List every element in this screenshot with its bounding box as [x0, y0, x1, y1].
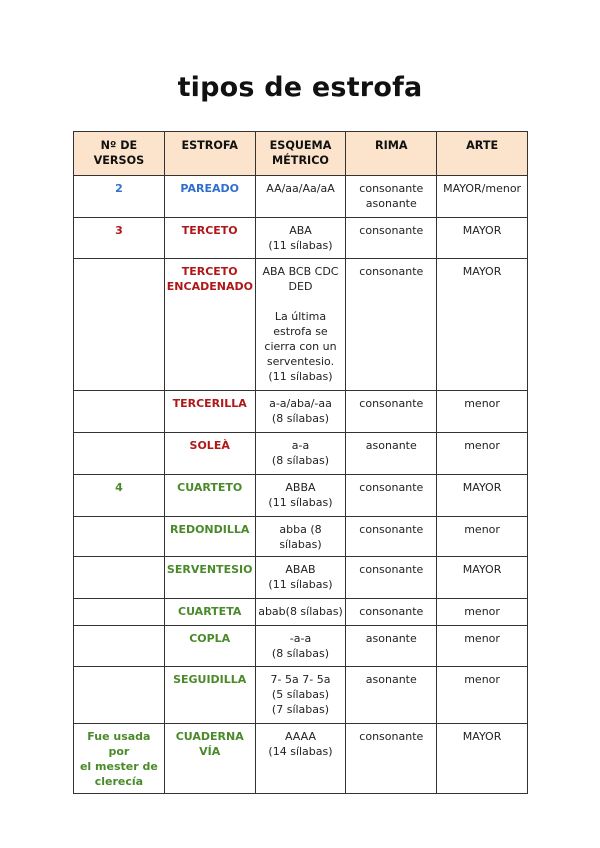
- versos-cell: 4: [115, 481, 123, 494]
- header-esquema: ESQUEMA MÉTRICO: [255, 132, 346, 176]
- rima-cell: consonante: [359, 563, 424, 576]
- table-row: [74, 176, 528, 218]
- arte-cell: MAYOR: [462, 265, 502, 278]
- esquema-cell: abab(8 sílabas): [258, 605, 343, 618]
- estrofa-cell: PAREADO: [180, 182, 239, 195]
- estrofa-cell: SOLEÀ: [189, 439, 230, 452]
- rima-cell: consonante asonante: [359, 182, 424, 210]
- table-row: [74, 433, 528, 475]
- estrofa-table: [73, 131, 528, 794]
- arte-cell: MAYOR: [462, 563, 502, 576]
- esquema-cell: a-a (8 sílabas): [271, 439, 330, 467]
- header-rima: RIMA: [346, 132, 437, 176]
- rima-cell: consonante: [359, 224, 424, 237]
- arte-cell: menor: [464, 605, 500, 618]
- table-row: [74, 599, 528, 626]
- estrofa-cell: TERCERILLA: [172, 397, 247, 410]
- rima-cell: consonante: [359, 523, 424, 536]
- table-row: [74, 259, 528, 391]
- estrofa-cell: CUARTETO: [177, 481, 243, 494]
- esquema-cell: 7- 5a 7- 5a (5 sílabas) (7 sílabas): [270, 673, 331, 716]
- versos-cell: 2: [115, 182, 123, 195]
- rima-cell: asonante: [365, 632, 417, 645]
- esquema-cell: ABAB (11 sílabas): [268, 563, 333, 591]
- rima-cell: consonante: [359, 605, 424, 618]
- estrofa-cell: CUARTETA: [178, 605, 242, 618]
- table-row: [74, 626, 528, 667]
- rima-cell: consonante: [359, 730, 424, 743]
- rima-cell: consonante: [359, 481, 424, 494]
- arte-cell: menor: [464, 673, 500, 686]
- esquema-cell: ABA (11 sílabas): [268, 224, 333, 252]
- versos-cell: 3: [115, 224, 123, 237]
- esquema-cell: a-a/aba/-aa (8 sílabas): [269, 397, 332, 425]
- estrofa-cell: REDONDILLA: [169, 523, 250, 536]
- arte-cell: MAYOR: [462, 730, 502, 743]
- versos-cell: Fue usada por el mester de clerecía: [79, 730, 158, 788]
- esquema-cell: ABBA (11 sílabas): [268, 481, 333, 509]
- table-row: [74, 517, 528, 557]
- rima-cell: asonante: [365, 673, 417, 686]
- estrofa-cell: SERVENTESIO: [166, 563, 253, 576]
- arte-cell: MAYOR: [462, 481, 502, 494]
- rima-cell: consonante: [359, 397, 424, 410]
- rima-cell: asonante: [365, 439, 417, 452]
- arte-cell: menor: [464, 632, 500, 645]
- arte-cell: MAYOR: [462, 224, 502, 237]
- table-header-row: [74, 132, 528, 176]
- estrofa-cell: TERCETO ENCADENADO: [166, 265, 253, 293]
- header-versos: Nº DE VERSOS: [74, 132, 165, 176]
- estrofa-cell: SEGUIDILLA: [173, 673, 247, 686]
- esquema-cell: AA/aa/Aa/aA: [266, 182, 335, 195]
- esquema-cell: -a-a (8 sílabas): [271, 632, 330, 660]
- esquema-cell: ABA BCB CDC DED: [262, 265, 339, 293]
- esquema-note: La última estrofa se cierra con un serventesio. (11 sílabas): [264, 310, 337, 383]
- estrofa-cell: CUADERNA VÍA: [175, 730, 244, 758]
- arte-cell: menor: [464, 523, 500, 536]
- arte-cell: MAYOR/menor: [443, 182, 522, 195]
- estrofa-cell: COPLA: [189, 632, 231, 645]
- header-estrofa: ESTROFA: [164, 132, 255, 176]
- esquema-cell: abba (8 sílabas): [279, 523, 322, 551]
- page-title: tipos de estrofa: [177, 72, 423, 103]
- table-row: [74, 391, 528, 433]
- header-arte: ARTE: [437, 132, 528, 176]
- table-row: [74, 724, 528, 794]
- arte-cell: menor: [464, 397, 500, 410]
- estrofa-cell: TERCETO: [181, 224, 238, 237]
- rima-cell: consonante: [359, 265, 424, 278]
- arte-cell: menor: [464, 439, 500, 452]
- esquema-cell: AAAA (14 sílabas): [268, 730, 333, 758]
- table-row: [74, 475, 528, 517]
- table-row: [74, 218, 528, 259]
- table-row: [74, 557, 528, 599]
- table-row: [74, 667, 528, 724]
